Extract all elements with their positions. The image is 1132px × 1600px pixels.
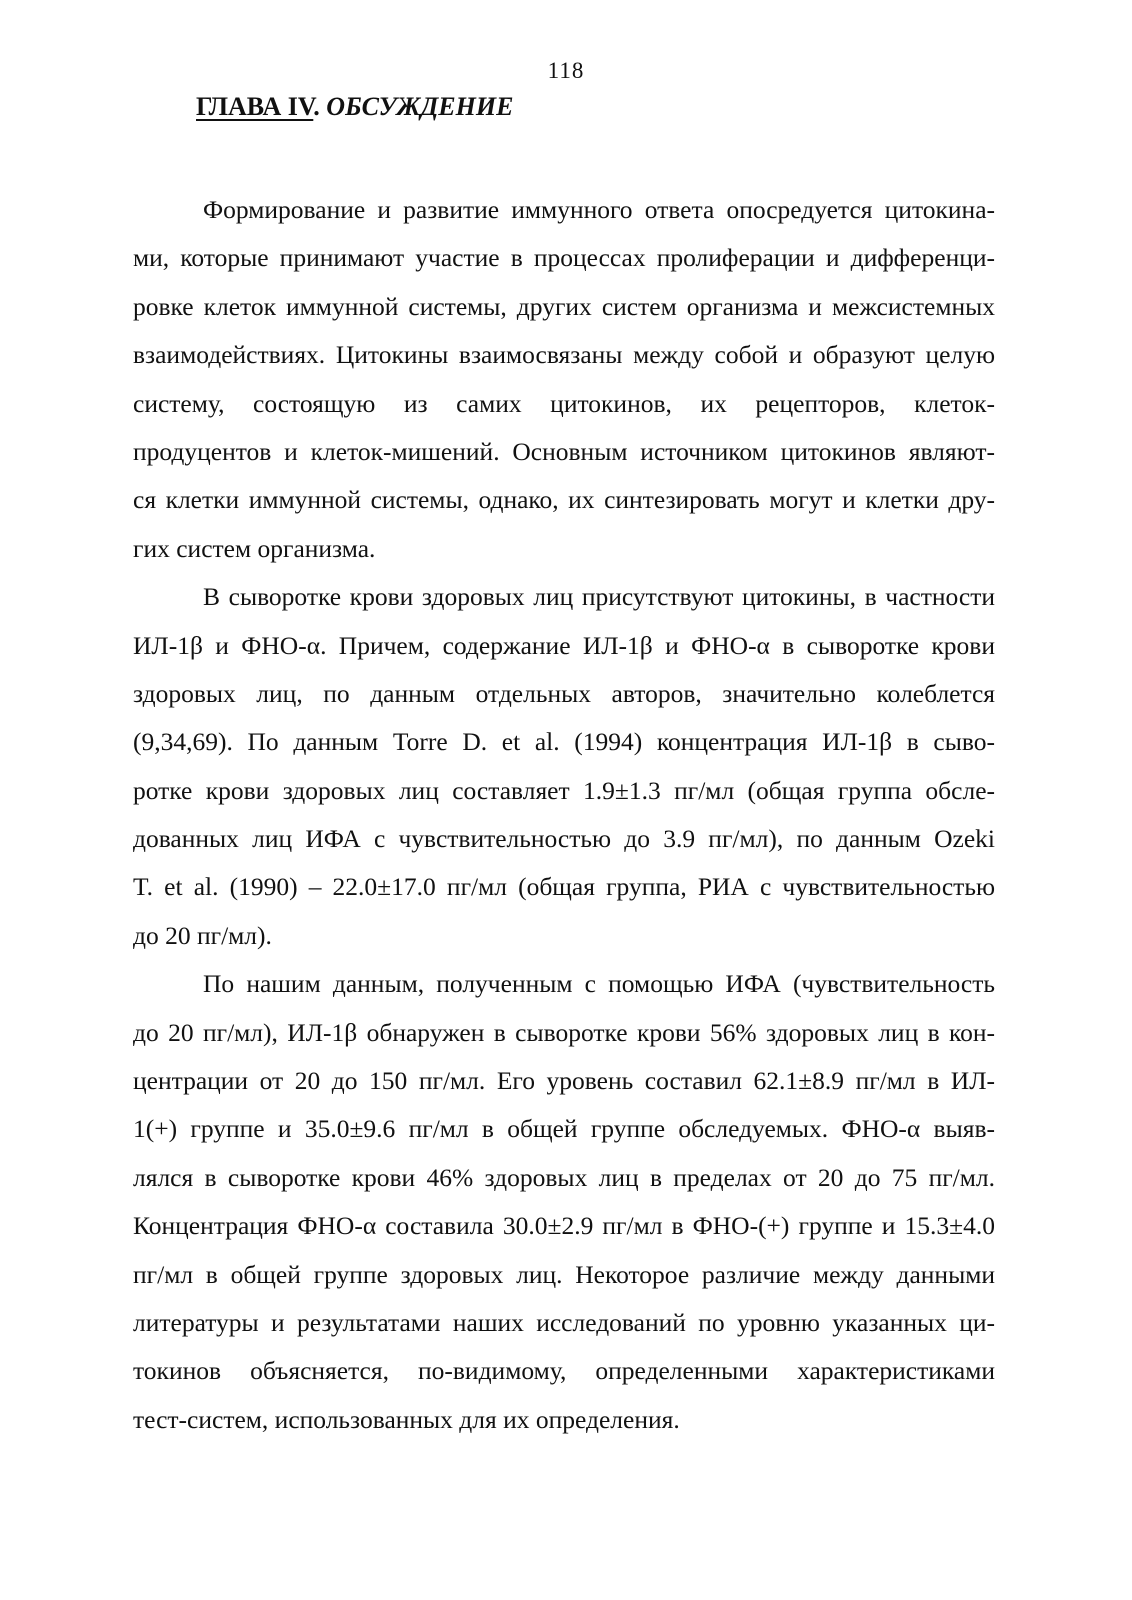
text-line: токинов объясняется, по-видимому, определенными характеристиками xyxy=(133,1356,995,1386)
text-line: Концентрация ФНО-α составила 30.0±2.9 пг/мл в ФНО-(+) группе и 15.3±4.0 xyxy=(133,1211,995,1241)
paragraph xyxy=(133,960,995,1444)
text-line: продуцентов и клеток-мишений. Основным источником цитокинов являют- xyxy=(133,436,995,466)
chapter-title: ОБСУЖДЕНИЕ xyxy=(326,92,514,121)
text-line: гих систем организма. xyxy=(133,533,376,563)
chapter-label: ГЛАВА IV xyxy=(196,92,314,121)
text-line: систему, состоящую из самих цитокинов, их рецепторов, клеток- xyxy=(133,388,995,418)
text-line: до 20 пг/мл). xyxy=(133,920,272,950)
text-line: дованных лиц ИФА с чувствительностью до 3.9 пг/мл), по данным Ozeki xyxy=(133,824,995,854)
text-line: Формирование и развитие иммунного ответа опосредуется цитокина- xyxy=(203,195,995,224)
text-line: (9,34,69). По данным Torre D. et al. (1994) концентрация ИЛ-1β в сыво- xyxy=(133,727,995,757)
text-line: здоровых лиц, по данным отдельных авторов, значительно колеблется xyxy=(133,678,995,708)
text-line: тест-систем, использованных для их определения. xyxy=(133,1404,680,1434)
text-line: ИЛ-1β и ФНО-α. Причем, содержание ИЛ-1β и ФНО-α в сыворотке крови xyxy=(133,630,995,660)
text-line: ми, которые принимают участие в процессах пролиферации и дифференци- xyxy=(133,243,995,273)
text-line: пг/мл в общей группе здоровых лиц. Некоторое различие между данными xyxy=(133,1259,995,1289)
text-line: В сыворотке крови здоровых лиц присутствуют цитокины, в частности xyxy=(203,582,995,612)
page-number: 118 xyxy=(547,58,585,83)
text-line: ровке клеток иммунной системы, других систем организма и межсистемных xyxy=(133,291,995,321)
text-line: взаимодействиях. Цитокины взаимосвязаны между собой и образуют целую xyxy=(133,340,995,370)
paragraph xyxy=(133,573,995,960)
heading-separator: . xyxy=(313,92,320,121)
body-text xyxy=(133,186,995,1444)
text-line: По нашим данным, полученным с помощью ИФА (чувствительность xyxy=(203,969,995,999)
text-line: лялся в сыворотке крови 46% здоровых лиц в пределах от 20 до 75 пг/мл. xyxy=(133,1162,995,1192)
text-line: 1(+) группе и 35.0±9.6 пг/мл в общей группе обследуемых. ФНО-α выяв- xyxy=(133,1114,995,1144)
text-line: литературы и результатами наших исследований по уровню указанных ци- xyxy=(133,1307,995,1337)
text-line: ротке крови здоровых лиц составляет 1.9±1.3 пг/мл (общая группа обсле- xyxy=(133,775,995,805)
text-line: ся клетки иммунной системы, однако, их синтезировать могут и клетки дру- xyxy=(133,485,995,515)
text-line: центрации от 20 до 150 пг/мл. Его уровень составил 62.1±8.9 пг/мл в ИЛ- xyxy=(133,1066,995,1096)
paragraph xyxy=(133,186,995,573)
text-line: T. et al. (1990) – 22.0±17.0 пг/мл (общая группа, РИА с чувствительностью xyxy=(133,872,995,902)
text-line: до 20 пг/мл), ИЛ-1β обнаружен в сыворотке крови 56% здоровых лиц в кон- xyxy=(133,1017,995,1047)
chapter-heading xyxy=(196,92,513,122)
